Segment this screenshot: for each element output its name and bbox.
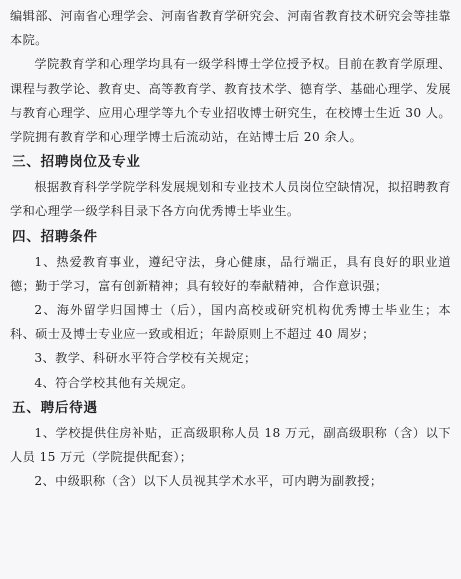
section-4-heading: 四、招聘条件 <box>12 228 98 245</box>
requirement-item-3: 3、教学、科研水平符合学校有关规定； <box>34 351 257 366</box>
benefit-item-1: 1、学校提供住房补贴，正高级职称人员 18 万元，副高级职称（含）以下人员 15 万元（学院提供配套）； <box>10 425 451 465</box>
requirement-item-2: 2、海外留学归国博士（后），国内高校或研究机构优秀博士毕业生；本科、硕士及博士专业应一致或相近；年龄原则上不超过 40 周岁； <box>10 303 451 342</box>
section-3-heading: 三、招聘岗位及专业 <box>12 154 141 171</box>
section-5-heading: 五、聘后待遇 <box>12 399 98 416</box>
section-3-body: 根据教育科学学院学科发展规划和专业技术人员岗位空缺情况，拟招聘教育学和心理学一级学科目录下各方向优秀博士毕业生。 <box>10 180 451 219</box>
intro-tail-paragraph: 编辑部、河南省心理学会、河南省教育学研究会、河南省教育技术研究会等挂靠本院。 <box>10 9 451 48</box>
benefit-item-2: 2、中级职称（含）以下人员视其学术水平，可内聘为副教授； <box>34 474 383 489</box>
requirement-item-4: 4、符合学校其他有关规定。 <box>34 375 194 390</box>
requirement-item-1: 1、热爱教育事业，遵纪守法，身心健康，品行端正，具有良好的职业道德；勤于学习，富有创新精神；具有较好的奉献精神，合作意识强； <box>10 254 451 293</box>
doctoral-program-paragraph: 学院教育学和心理学均具有一级学科博士学位授予权。目前在教育学原理、课程与教学论、教育史、高等教育学、教育技术学、德育学、基础心理学、发展与教育心理学、应用心理学等九个专业招收博士研究生，在校博士生近 30 人。学院拥有教育学和心理学博士后流动站，在站博士后 20 余人。 <box>10 57 451 145</box>
